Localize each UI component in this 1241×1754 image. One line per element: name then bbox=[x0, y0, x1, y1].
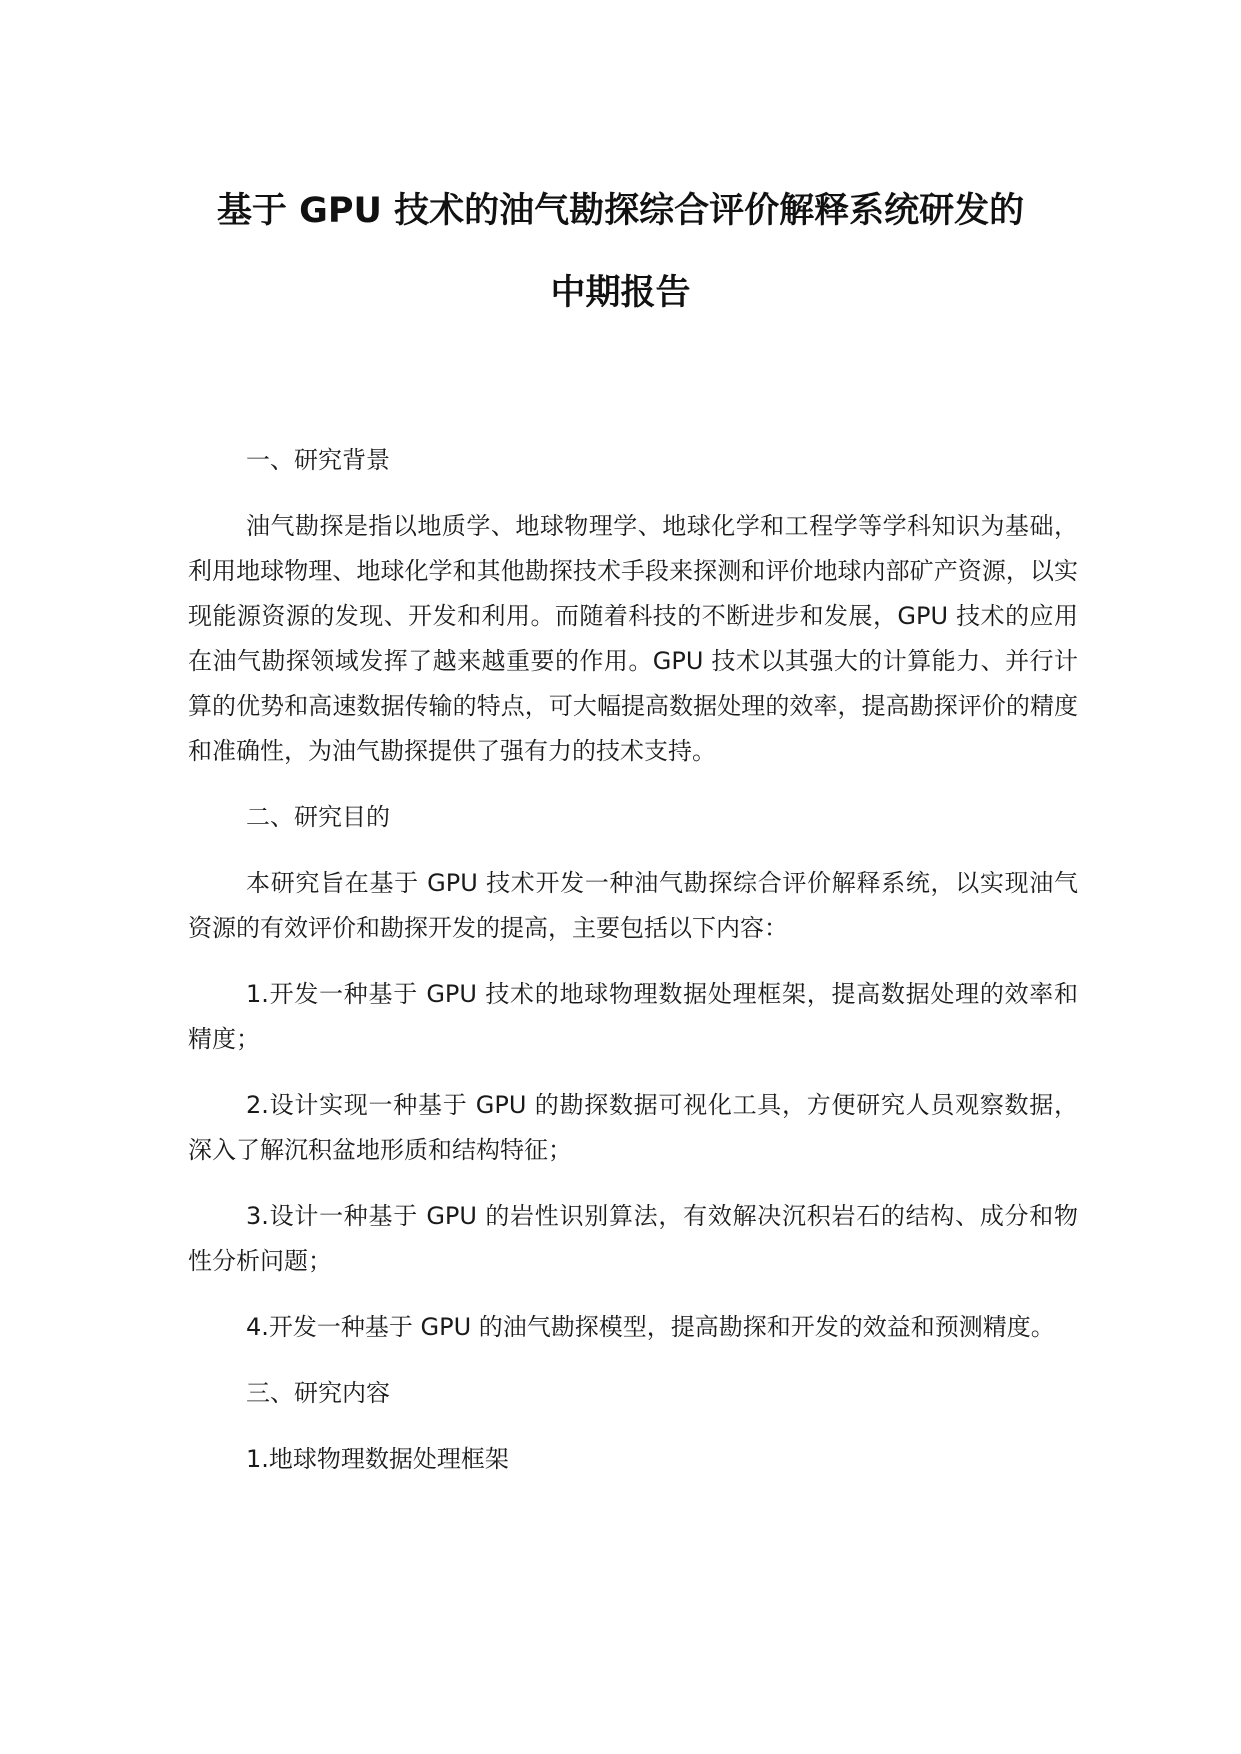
paragraph-background: 油气勘探是指以地质学、地球物理学、地球化学和工程学等学科知识为基础，利用地球物理、地球化学和其他勘探技术手段来探测和评价地球内部矿产资源，以实现能源资源的发现、开发和利用。而随着科技的不断进步和发展，GPU 技术的应用在油气勘探领域发挥了越来越重要的作用。GPU 技术以其强大的计算能力、并行计算的优势和高速数据传输的特点，可大幅提高数据处理的效率，提高勘探评价的精度和准确性，为油气勘探提供了强有力的技术支持。 bbox=[188, 512, 1078, 765]
list-item-purpose-2: 2.设计实现一种基于 GPU 的勘探数据可视化工具，方便研究人员观察数据，深入了解沉积盆地形质和结构特征； bbox=[188, 1091, 1078, 1164]
title-line-2: 中期报告 bbox=[550, 273, 691, 313]
paragraph-purpose-intro: 本研究旨在基于 GPU 技术开发一种油气勘探综合评价解释系统，以实现油气资源的有效评价和勘探开发的提高，主要包括以下内容： bbox=[188, 869, 1078, 942]
document-body bbox=[188, 438, 1078, 1482]
section-heading-background: 一、研究背景 bbox=[246, 446, 390, 474]
list-item-content-1: 1.地球物理数据处理框架 bbox=[246, 1445, 509, 1473]
section-heading-content: 三、研究内容 bbox=[246, 1379, 390, 1407]
section-heading-purpose: 二、研究目的 bbox=[246, 803, 390, 831]
document-title bbox=[150, 170, 1091, 334]
list-item-purpose-4: 4.开发一种基于 GPU 的油气勘探模型，提高勘探和开发的效益和预测精度。 bbox=[246, 1313, 1055, 1341]
list-item-purpose-3: 3.设计一种基于 GPU 的岩性识别算法，有效解决沉积岩石的结构、成分和物性分析问题； bbox=[188, 1202, 1078, 1275]
title-line-1: 基于 GPU 技术的油气勘探综合评价解释系统研发的 bbox=[216, 191, 1025, 231]
list-item-purpose-1: 1.开发一种基于 GPU 技术的地球物理数据处理框架，提高数据处理的效率和精度； bbox=[188, 980, 1078, 1053]
